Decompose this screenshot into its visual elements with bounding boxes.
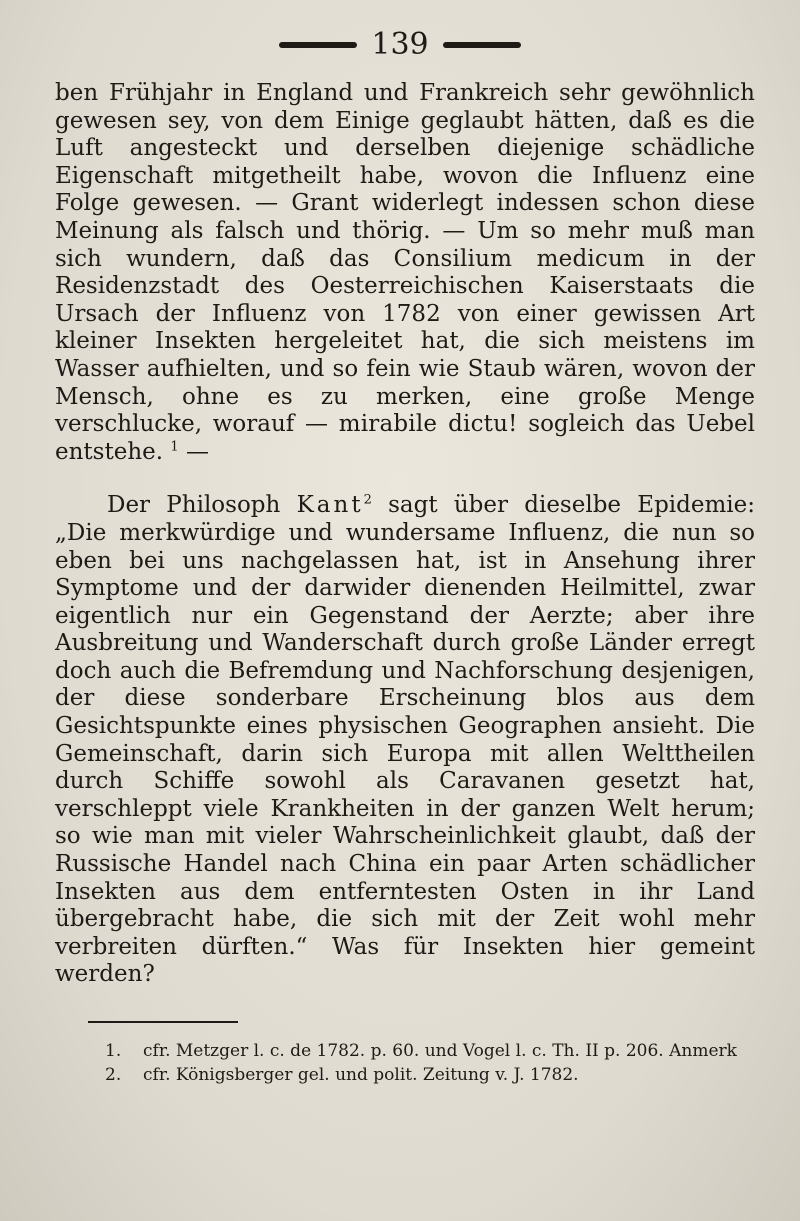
paragraph-2 (55, 492, 755, 989)
header-rule-left (279, 42, 357, 48)
header-rule-right (443, 42, 521, 48)
footnote-text: cfr. Königsberger gel. und polit. Zeitung v. J. 1782. (143, 1065, 579, 1085)
footnote-rule (88, 1021, 238, 1023)
footnote-ref-2: 2 (363, 492, 372, 508)
footnote-number: 1. (105, 1041, 122, 1061)
paragraph-2-text-b: sagt über dieselbe Epidemie: „Die merkwürdige und wundersame Influenz, die nun so eben bei uns nachgelassen hat, ist in Ansehung ihrer Symptome und der darwider dienenden Heilmittel, zwar eigentlich nur ein Gegenstand der Aerzte; aber ihre Ausbreitung und Wanderschaft durch große Länder erregt doch auch die Befremdung und Nachforschung desjenigen, der diese sonderbare Erscheinung blos aus dem Gesichtspunkte eines physischen Geographen ansieht. Die Gemeinschaft, darin sich Europa mit allen Welttheilen durch Schiffe sowohl als Caravanen gesetzt hat, verschleppt viele Krankheiten in der ganzen Welt herum; so wie man mit vieler Wahrscheinlichkeit glaubt, daß der Russische Handel nach China ein paar Arten schädlicher Insekten aus dem entferntesten Osten in ihr Land übergebracht habe, die sich mit der Zeit wohl mehr verbreiten dürften.“ Was für Insekten hier gemeint werden? (55, 492, 756, 988)
latin-phrase-2: mirabile dictu! (338, 411, 518, 438)
footnotes (105, 1040, 765, 1088)
paragraph-1-text-c: sogleich das Uebel entstehe. (55, 411, 755, 465)
paragraph-1-text-b: in der Residenzstadt des Oesterreichischen Kaiserstaats die Ursach der Influenz von 1782 von einer gewissen Art kleiner Insekten hergeleitet hat, die sich meistens im Wasser aufhielten, und so fein wie Staub wären, wovon der Mensch, ohne es zu merken, eine große Menge verschlucke, worauf — (55, 245, 756, 438)
page-number: 139 (371, 27, 429, 62)
paragraph-1-text-a: ben Frühjahr in England und Frankreich sehr gewöhnlich gewesen sey, von dem Einige geglaubt hätten, daß es die Luft angesteckt und derselben diejenige schädliche Eigenschaft mitgetheilt habe, wovon die Influenz eine Folge gewesen. — Grant widerlegt indessen schon diese Meinung als falsch und thörig. — Um so mehr muß man sich wundern, daß das (55, 80, 755, 272)
footnote-text: cfr. Metzger l. c. de 1782. p. 60. und Vogel l. c. Th. II p. 206. Anmerk (143, 1041, 737, 1061)
footnote (105, 1040, 765, 1062)
paragraph-2-text-a: Der Philosoph (107, 492, 281, 519)
latin-phrase-1: Consilium medicum (393, 245, 646, 272)
paragraph-1-end: — (178, 438, 209, 465)
footnote-number: 2. (105, 1065, 122, 1085)
body-text (55, 80, 755, 989)
page-header (0, 27, 800, 62)
footnote (105, 1064, 765, 1086)
author-name: Kant (296, 492, 364, 519)
paragraph-1 (55, 80, 755, 466)
footnote-ref-1: 1 (170, 439, 179, 455)
